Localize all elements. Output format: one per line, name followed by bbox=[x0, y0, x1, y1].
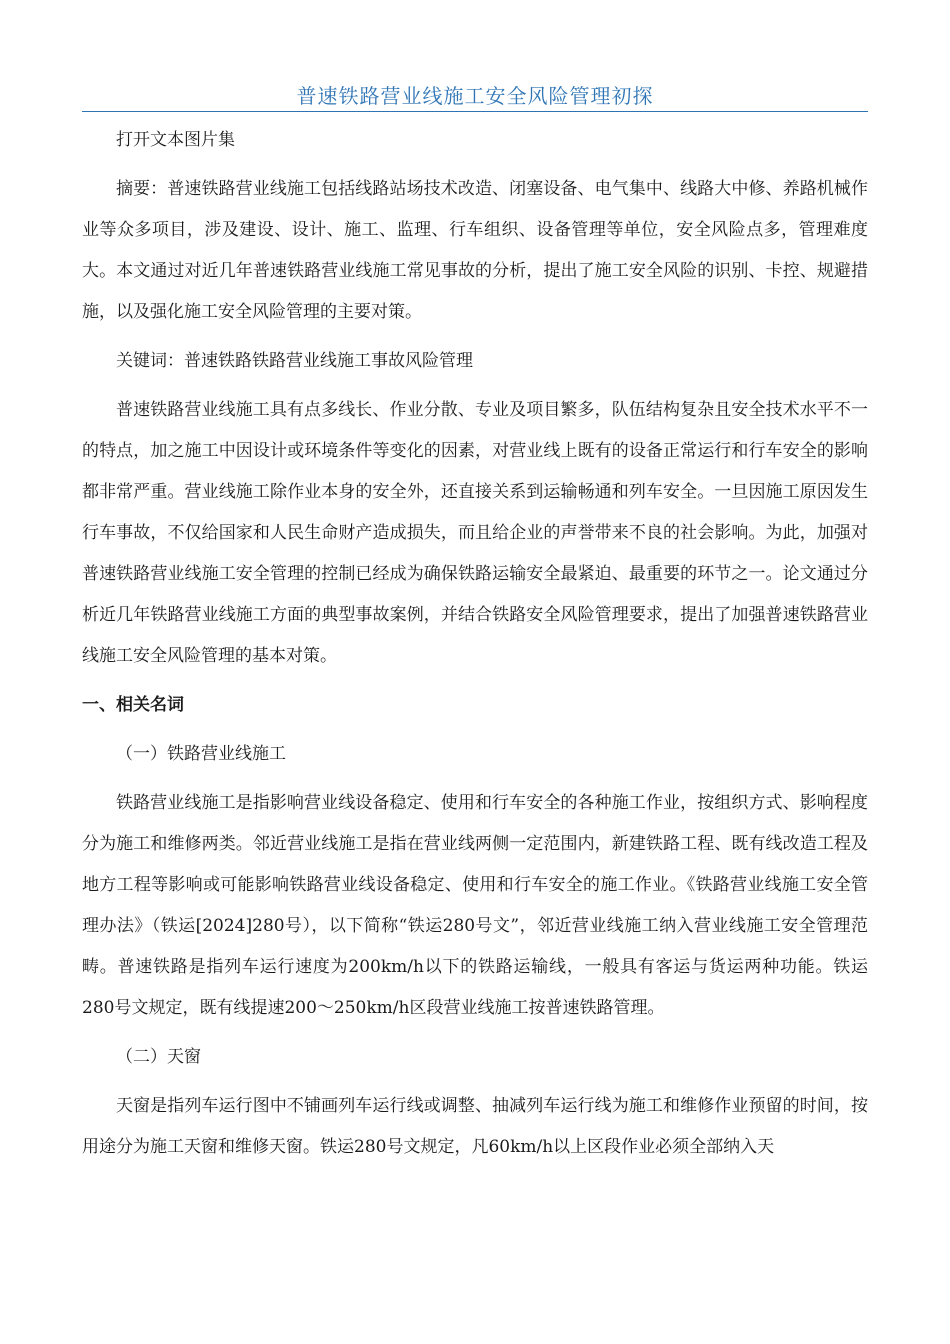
subsection-heading: （二）天窗 bbox=[116, 1047, 201, 1067]
open-gallery-link[interactable]: 打开文本图片集 bbox=[116, 130, 235, 150]
subsection-heading: （一）铁路营业线施工 bbox=[116, 744, 286, 764]
subsection-body: 铁路营业线施工是指影响营业线设备稳定、使用和行车安全的各种施工作业，按组织方式、影响程度分为施工和维修两类。邻近营业线施工是指在营业线两侧一定范围内，新建铁路工程、既有线改造工程及地方工程等影响或可能影响铁路营业线设备稳定、使用和行车安全的施工作业。《铁路营业线施工安全管理办法》（铁运[2024]280号），以下简称“铁运280号文”，邻近营业线施工纳入营业线施工安全管理范畴。普速铁路是指列车运行速度为200km/h以下的铁路运输线，一般具有客运与货运两种功能。铁运280号文规定，既有线提速200～250km/h区段营业线施工按普速铁路管理。 bbox=[82, 793, 868, 1018]
section-heading: 一、相关名词 bbox=[82, 695, 184, 715]
document-title: 普速铁路营业线施工安全风险管理初探 bbox=[82, 82, 868, 112]
subsection-body: 天窗是指列车运行图中不铺画列车运行线或调整、抽减列车运行线为施工和维修作业预留的时间，按用途分为施工天窗和维修天窗。铁运280号文规定，凡60km/h以上区段作业必须全部纳入天 bbox=[82, 1096, 868, 1157]
abstract-paragraph: 摘要：普速铁路营业线施工包括线路站场技术改造、闭塞设备、电气集中、线路大中修、养路机械作业等众多项目，涉及建设、设计、施工、监理、行车组织、设备管理等单位，安全风险点多，管理难度大。本文通过对近几年普速铁路营业线施工常见事故的分析，提出了施工安全风险的识别、卡控、规避措施，以及强化施工安全风险管理的主要对策。 bbox=[82, 179, 868, 322]
intro-paragraph: 普速铁路营业线施工具有点多线长、作业分散、专业及项目繁多，队伍结构复杂且安全技术水平不一的特点，加之施工中因设计或环境条件等变化的因素，对营业线上既有的设备正常运行和行车安全的影响都非常严重。营业线施工除作业本身的安全外，还直接关系到运输畅通和列车安全。一旦因施工原因发生行车事故，不仅给国家和人民生命财产造成损失，而且给企业的声誉带来不良的社会影响。为此，加强对普速铁路营业线施工安全管理的控制已经成为确保铁路运输安全最紧迫、最重要的环节之一。论文通过分析近几年铁路营业线施工方面的典型事故案例，并结合铁路安全风险管理要求，提出了加强普速铁路营业线施工安全风险管理的基本对策。 bbox=[82, 400, 868, 666]
keywords-paragraph: 关键词：普速铁路铁路营业线施工事故风险管理 bbox=[116, 351, 473, 371]
document-page bbox=[82, 0, 868, 1168]
